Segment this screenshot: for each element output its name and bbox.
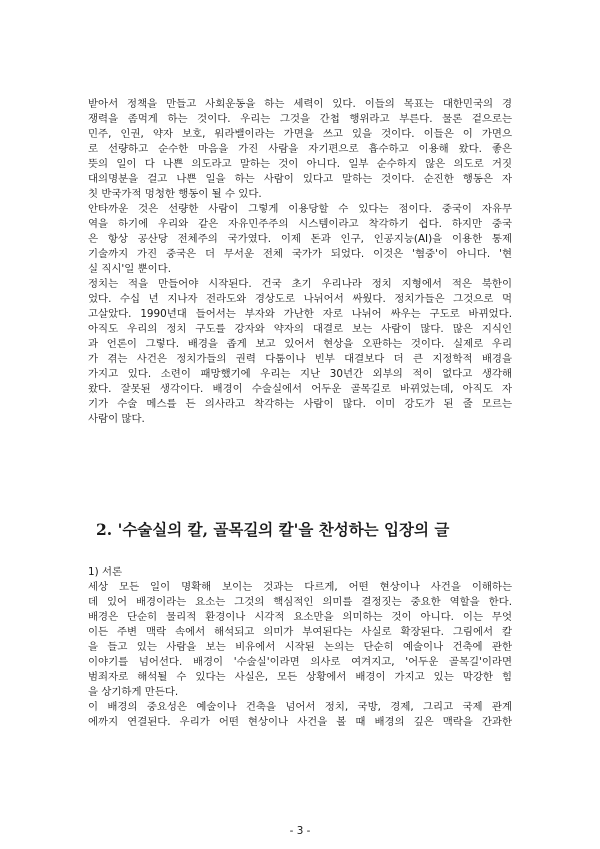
text-line: 었다. 수십 년 지나자 전라도와 경상도로 나뉘어서 싸웠다. 정치가들은 그것으로 먹 [88,293,512,305]
text-line: 과 언론이 그렇다. 배경을 좁게 보고 있어서 현상을 오판하는 것이다. 실제로 우리 [88,338,512,350]
page-number: - 3 - [289,825,311,837]
text-line: 기가 수술 메스를 든 의사라고 착각하는 사람이 많다. 이미 강도가 된 줄 모르는 [88,398,512,410]
text-line: 이든 주변 맥락 속에서 해석되고 의미가 부여된다는 사실로 확장된다. 그림에서 칼 [88,626,512,638]
text-line: 쟁력을 좀먹게 하는 것이다. 우리는 그것을 간첩 행위라고 부른다. 물론 겉으로는 [88,113,512,125]
text-line: 가 겪는 사건은 정치가들의 권력 다툼이나 빈부 대결보다 더 큰 지정학적 배경을 [88,353,512,365]
text-line: 왔다. 잘못된 생각이다. 배경이 수술실에서 어두운 골목길로 바뀌었는데, 아직도 자 [88,383,512,395]
text-line: 사람이 많다. [88,413,145,425]
text-line: 은 항상 공산당 전체주의 국가였다. 이제 돈과 인구, 인공지능(AI)을 이용한 통제 [88,233,512,245]
text-line: 안타까운 것은 선량한 사람이 그렇게 이용당할 수 있다는 점이다. 중국이 자유무 [88,203,512,215]
text-line: 이야기를 넘어선다. 배경이 '수술실'이라면 의사로 여겨지고, '어두운 골목길'이라면 [88,656,512,668]
text-line: 을 들고 있는 사람을 보는 비유에서 시작된 논의는 단순히 예술이나 건축에 관한 [88,641,512,653]
text-line: 이 배경의 중요성은 예술이나 건축을 넘어서 정치, 국방, 경제, 그리고 국제 관계 [88,701,512,713]
text-line: 데 있어 배경이라는 요소는 그것의 핵심적인 의미를 결정짓는 중요한 역할을 한다. [88,596,512,608]
text-line: 뜻의 일이 다 나쁜 의도라고 말하는 것이 아니다. 일부 순수하지 않은 의도로 거짓 [88,158,512,170]
text-line: 역을 하기에 우리와 같은 자유민주주의 시스템이라고 착각하기 쉽다. 하지만 중국 [88,218,512,230]
text-line: 받아서 정책을 만들고 사회운동을 하는 세력이 있다. 이들의 목표는 대한민국의 경 [88,98,512,110]
subsection-title: 1) 서론 [88,566,123,578]
text-line: 고살았다. 1990년대 들어서는 부자와 가난한 자로 나뉘어 싸우는 구도로 바뀌었다. [88,308,512,320]
text-line: 실 직시'일 뿐이다. [88,263,172,275]
text-line: 기술까지 가진 중국은 더 무서운 전체 국가가 되었다. 이것은 '혐중'이 아니다. '현 [88,248,512,260]
section-heading: 2. '수술실의 칼, 골목길의 칼'을 찬성하는 입장의 글 [96,520,450,539]
text-line: 세상 모든 일이 명확해 보이는 것과는 다르게, 어떤 현상이나 사건을 이해하는 [88,581,512,593]
text-line: 을 상기하게 만든다. [88,686,179,698]
text-line: 칫 반국가적 멍청한 행동이 될 수 있다. [88,188,262,200]
text-line: 아직도 우리의 정치 구도를 강자와 약자의 대결로 보는 사람이 많다. 많은 지식인 [88,323,512,335]
text-line: 대의명분을 걸고 나쁜 일을 하는 사람이 있다고 말하는 것이다. 순진한 행동은 자 [88,173,512,185]
text-line: 민주, 인권, 약자 보호, 워라밸이라는 가면을 쓰고 있을 것이다. 이들은 이 가면으 [88,128,512,140]
text-line: 정치는 적을 만들어야 시작된다. 건국 초기 우리나라 정치 지형에서 적은 북한이 [88,278,512,290]
text-line: 범죄자로 해석될 수 있다는 사실은, 모든 상황에서 배경이 가지고 있는 막강한 힘 [88,671,512,683]
text-line: 가지고 있다. 소련이 패망했기에 우리는 지난 30년간 외부의 적이 없다고 생각해 [88,368,512,380]
text-line: 로 선량하고 순수한 마음을 가진 사람을 자기편으로 흡수하고 이용해 왔다. 좋은 [88,143,512,155]
text-line: 배경은 단순히 물리적 환경이나 시각적 요소만을 의미하는 것이 아니다. 이는 무엇 [88,611,512,623]
text-line: 에까지 연결된다. 우리가 어떤 현상이나 사건을 볼 때 배경의 깊은 맥락을 간과한 [88,716,512,728]
